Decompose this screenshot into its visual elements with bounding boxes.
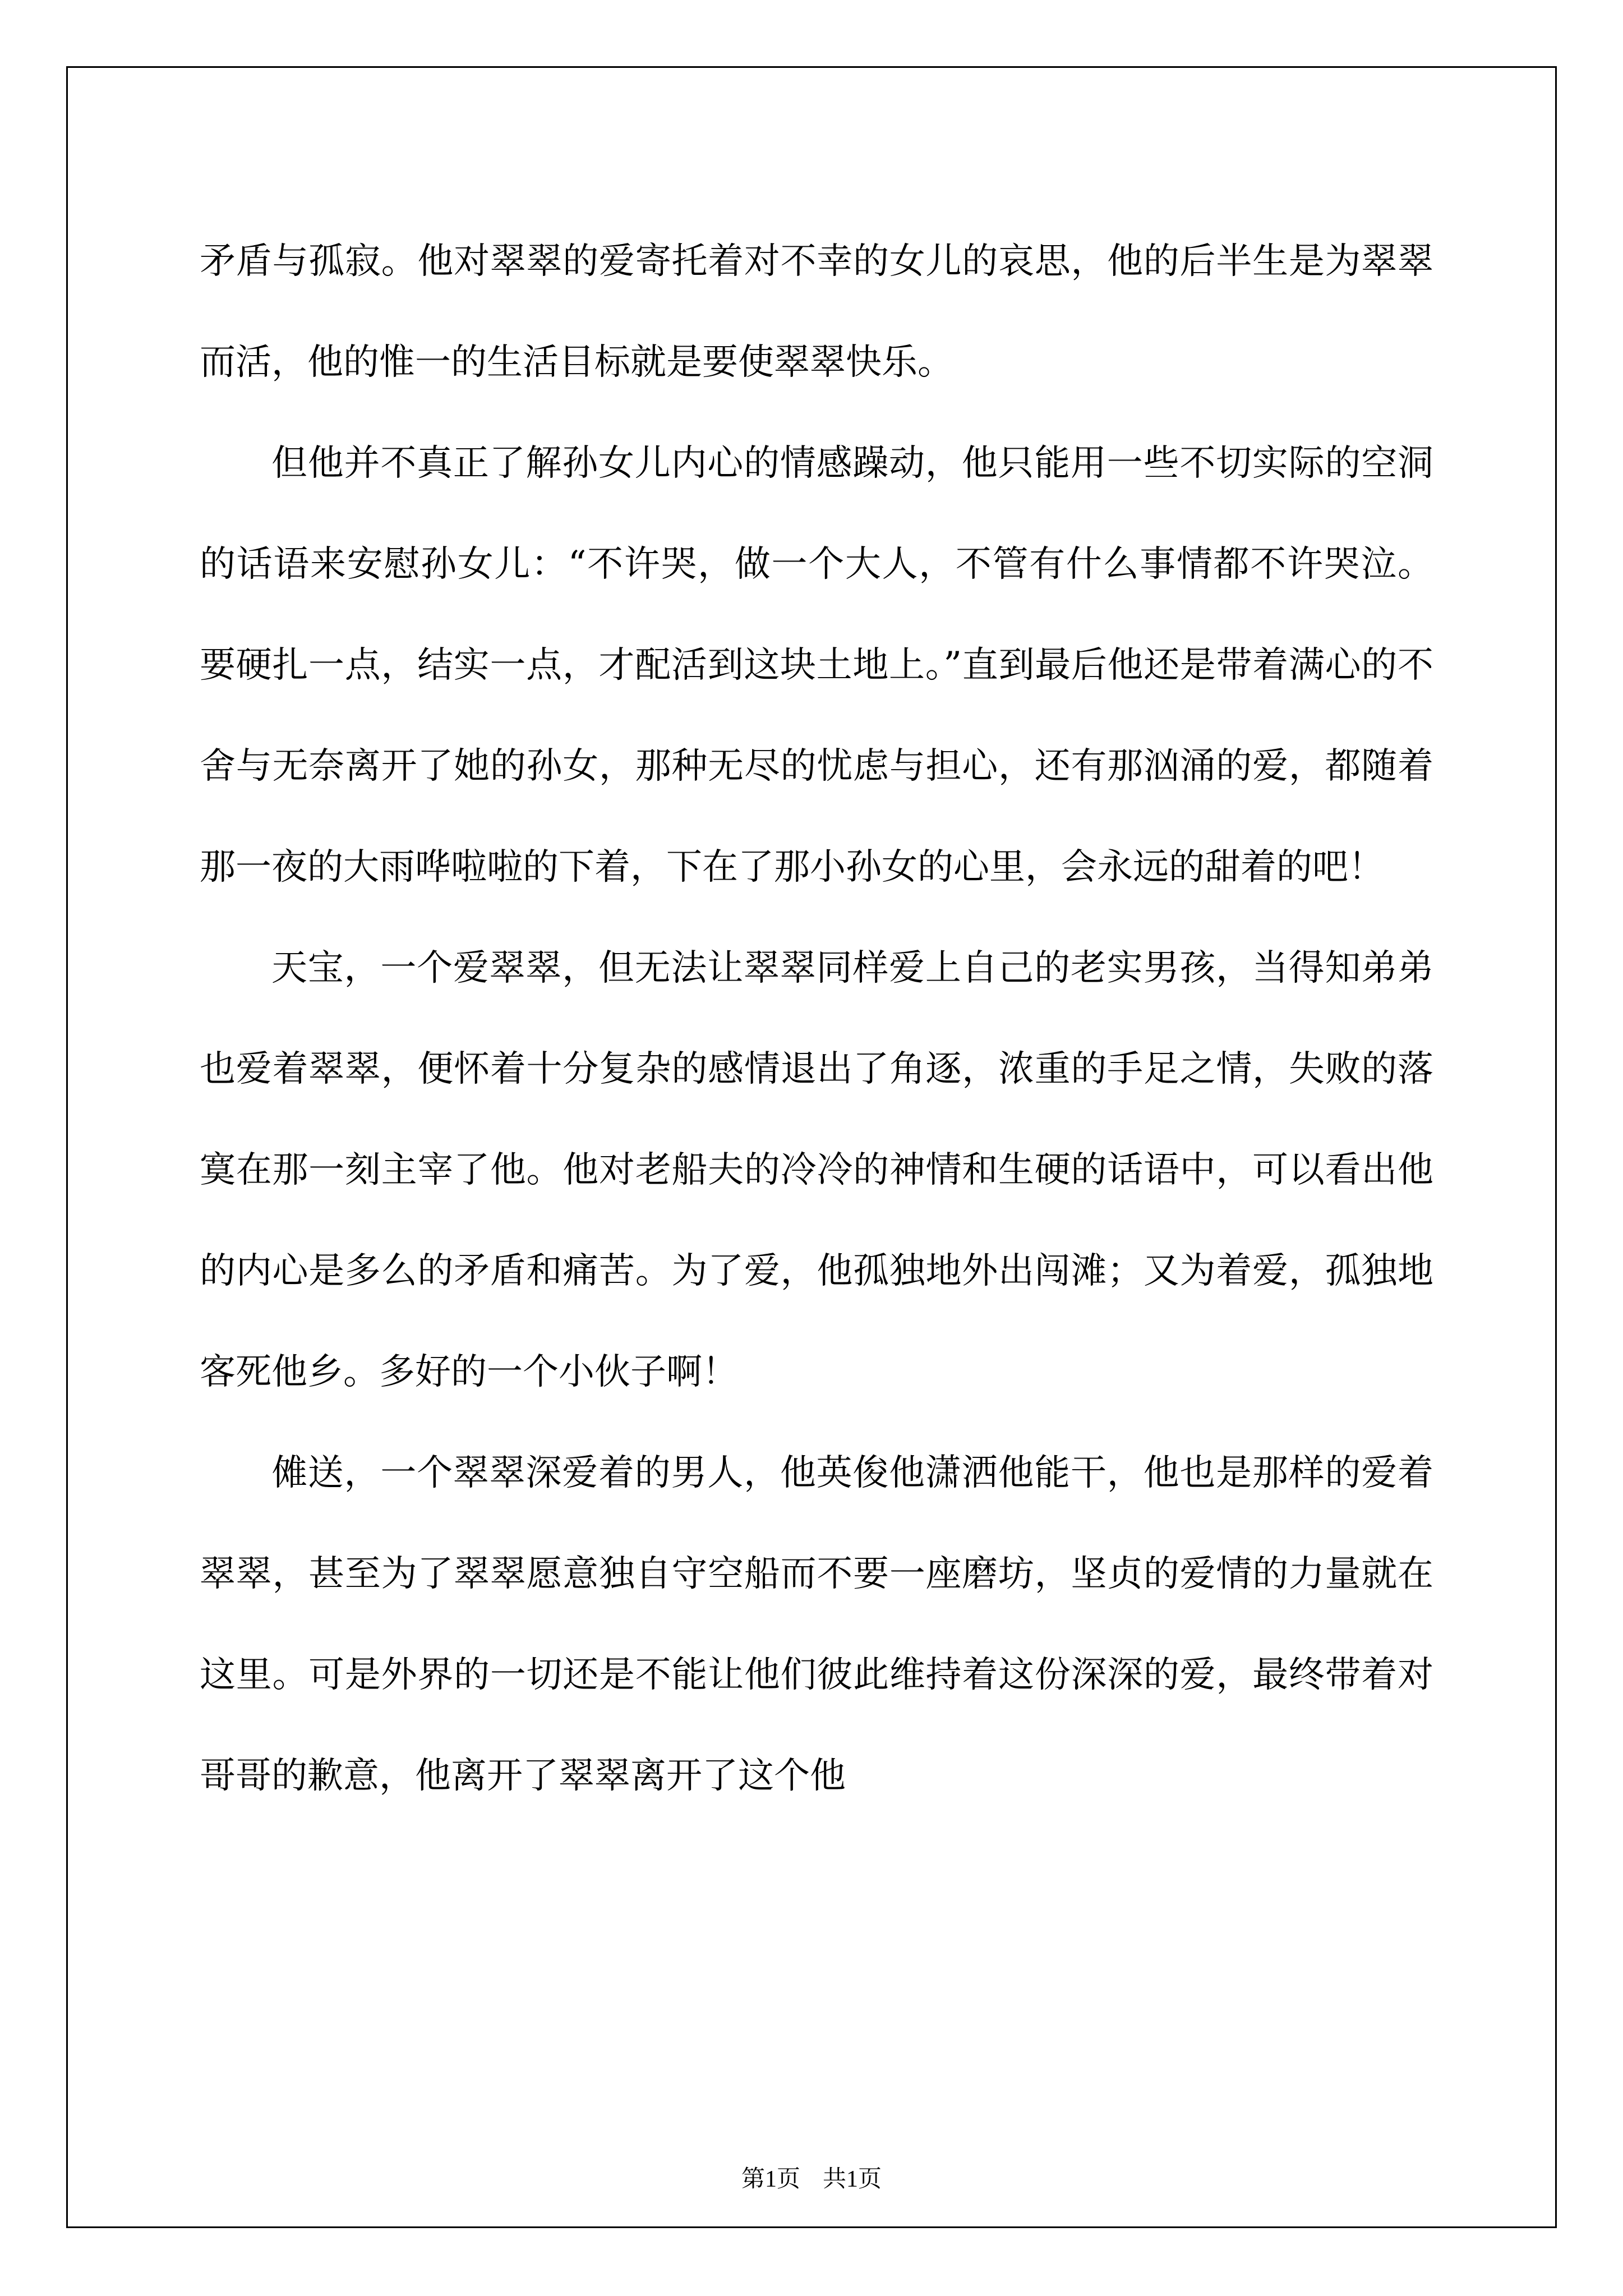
paragraph-3: 天宝，一个爱翠翠，但无法让翠翠同样爱上自己的老实男孩，当得知弟弟也爱着翠翠，便怀着十分复杂的感情退出了角逐，浓重的手足之情，失败的落寞在那一刻主宰了他。他对老船夫的冷冷的神情和生硬的话语中，可以看出他的内心是多么的矛盾和痛苦。为了爱，他孤独地外出闯滩；又为着爱，孤独地客死他乡。多好的一个小伙子啊！	[200, 947, 1433, 1393]
page-number-current: 第1页	[741, 2166, 800, 2192]
page-number-total: 共1页	[823, 2166, 882, 2192]
paragraph-1: 矛盾与孤寂。他对翠翠的爱寄托着对不幸的女儿的哀思，他的后半生是为翠翠而活，他的惟一的生活目标就是要使翠翠快乐。	[200, 241, 1433, 383]
paragraph-2: 但他并不真正了解孙女儿内心的情感躁动，他只能用一些不切实际的空洞的话语来安慰孙女儿：“不许哭，做一个大人，不管有什么事情都不许哭泣。要硬扎一点，结实一点，才配活到这块土地上。”直到最后他还是带着满心的不舍与无奈离开了她的孙女，那种无尽的忧虑与担心，还有那汹涌的爱，都随着那一夜的大雨哗啦啦的下着，下在了那小孙女的心里，会永远的甜着的吧！	[200, 443, 1433, 888]
page-footer	[0, 2162, 1623, 2196]
paragraph-4: 傩送，一个翠翠深爱着的男人，他英俊他潇洒他能干，他也是那样的爱着翠翠，甚至为了翠翠愿意独自守空船而不要一座磨坊，坚贞的爱情的力量就在这里。可是外界的一切还是不能让他们彼此维持着这份深深的爱，最终带着对哥哥的歉意，他离开了翠翠离开了这个他	[200, 1452, 1433, 1797]
document-body	[200, 211, 1433, 1826]
